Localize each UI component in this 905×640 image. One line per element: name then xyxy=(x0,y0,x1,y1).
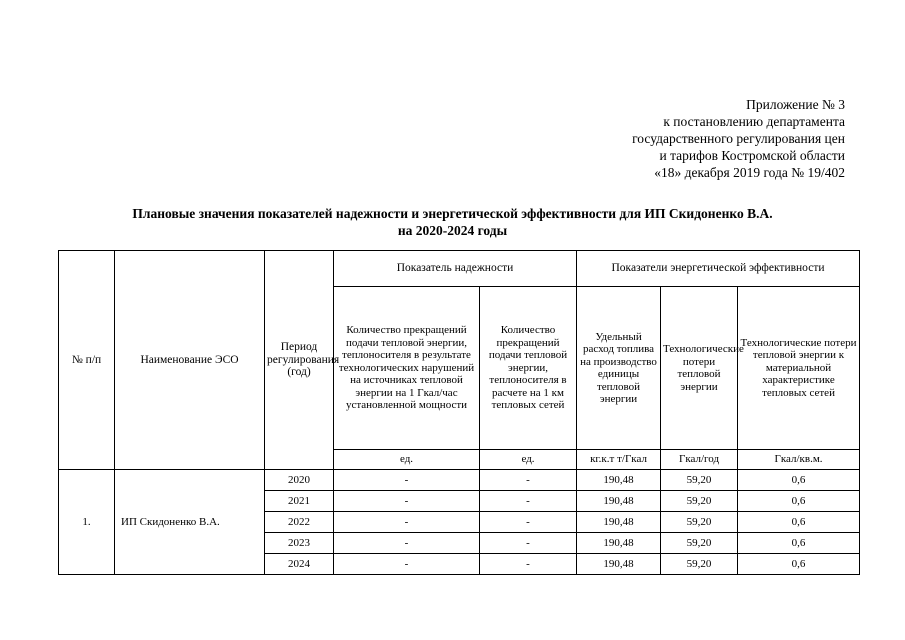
value-cell: - xyxy=(480,554,577,575)
value-cell: 190,48 xyxy=(577,554,661,575)
header-name: Наименование ЭСО xyxy=(115,251,265,470)
appendix-line: и тарифов Костромской области xyxy=(659,148,845,163)
header-num: № п/п xyxy=(59,251,115,470)
document-title-line2: на 2020-2024 годы xyxy=(397,223,508,238)
header-period: Период регулирования (год) xyxy=(265,251,334,470)
value-cell: 59,20 xyxy=(661,533,738,554)
value-cell: - xyxy=(334,470,480,491)
table-row xyxy=(59,470,860,491)
value-cell: 190,48 xyxy=(577,470,661,491)
value-cell: - xyxy=(480,512,577,533)
year-cell: 2021 xyxy=(265,491,334,512)
year-cell: 2024 xyxy=(265,554,334,575)
appendix-line: «18» декабря 2019 года № 19/402 xyxy=(654,165,845,180)
header-efficiency: Показатели энергетической эффективности xyxy=(577,251,860,287)
header-fuel: Удельный расход топлива на производство единицы тепловой энергии xyxy=(577,287,661,450)
document-title-line1: Плановые значения показателей надежности и энергетической эффективности для ИП Скидоненко В.А. xyxy=(132,206,773,221)
value-cell: - xyxy=(334,512,480,533)
unit-cell: ед. xyxy=(334,450,480,470)
value-cell: 190,48 xyxy=(577,533,661,554)
year-cell: 2020 xyxy=(265,470,334,491)
value-cell: - xyxy=(480,470,577,491)
value-cell: 0,6 xyxy=(738,470,860,491)
unit-cell: Гкал/год xyxy=(661,450,738,470)
value-cell: 59,20 xyxy=(661,512,738,533)
value-cell: 59,20 xyxy=(661,470,738,491)
document-title xyxy=(0,205,905,239)
header-interruptions-sources: Количество прекращений подачи тепловой энергии, теплоносителя в результате технологических нарушений на источниках тепловой энергии на 1 Гкал/час установленной мощности xyxy=(334,287,480,450)
year-cell: 2023 xyxy=(265,533,334,554)
header-tech-losses: Технологические потери тепловой энергии xyxy=(661,287,738,450)
value-cell: 0,6 xyxy=(738,554,860,575)
org-name: ИП Скидоненко В.А. xyxy=(115,470,265,575)
value-cell: 0,6 xyxy=(738,512,860,533)
value-cell: 0,6 xyxy=(738,491,860,512)
value-cell: 59,20 xyxy=(661,491,738,512)
value-cell: 190,48 xyxy=(577,491,661,512)
unit-cell: Гкал/кв.м. xyxy=(738,450,860,470)
value-cell: - xyxy=(334,533,480,554)
unit-cell: ед. xyxy=(480,450,577,470)
unit-cell: кг.к.т т/Гкал xyxy=(577,450,661,470)
header-reliability: Показатель надежности xyxy=(334,251,577,287)
appendix-block xyxy=(525,96,845,181)
header-tech-losses-ratio: Технологические потери тепловой энергии к материальной характеристике тепловых сетей xyxy=(738,287,860,450)
header-interruptions-networks: Количество прекращений подачи тепловой энергии, теплоносителя в расчете на 1 км тепловых сетей xyxy=(480,287,577,450)
header-row-groups xyxy=(59,251,860,287)
value-cell: - xyxy=(480,533,577,554)
appendix-line: государственного регулирования цен xyxy=(632,131,845,146)
value-cell: 59,20 xyxy=(661,554,738,575)
org-num: 1. xyxy=(59,470,115,575)
value-cell: 0,6 xyxy=(738,533,860,554)
indicators-table xyxy=(58,250,860,575)
value-cell: - xyxy=(334,491,480,512)
value-cell: - xyxy=(334,554,480,575)
value-cell: 190,48 xyxy=(577,512,661,533)
value-cell: - xyxy=(480,491,577,512)
appendix-line: Приложение № 3 xyxy=(746,97,845,112)
appendix-line: к постановлению департамента xyxy=(663,114,845,129)
year-cell: 2022 xyxy=(265,512,334,533)
